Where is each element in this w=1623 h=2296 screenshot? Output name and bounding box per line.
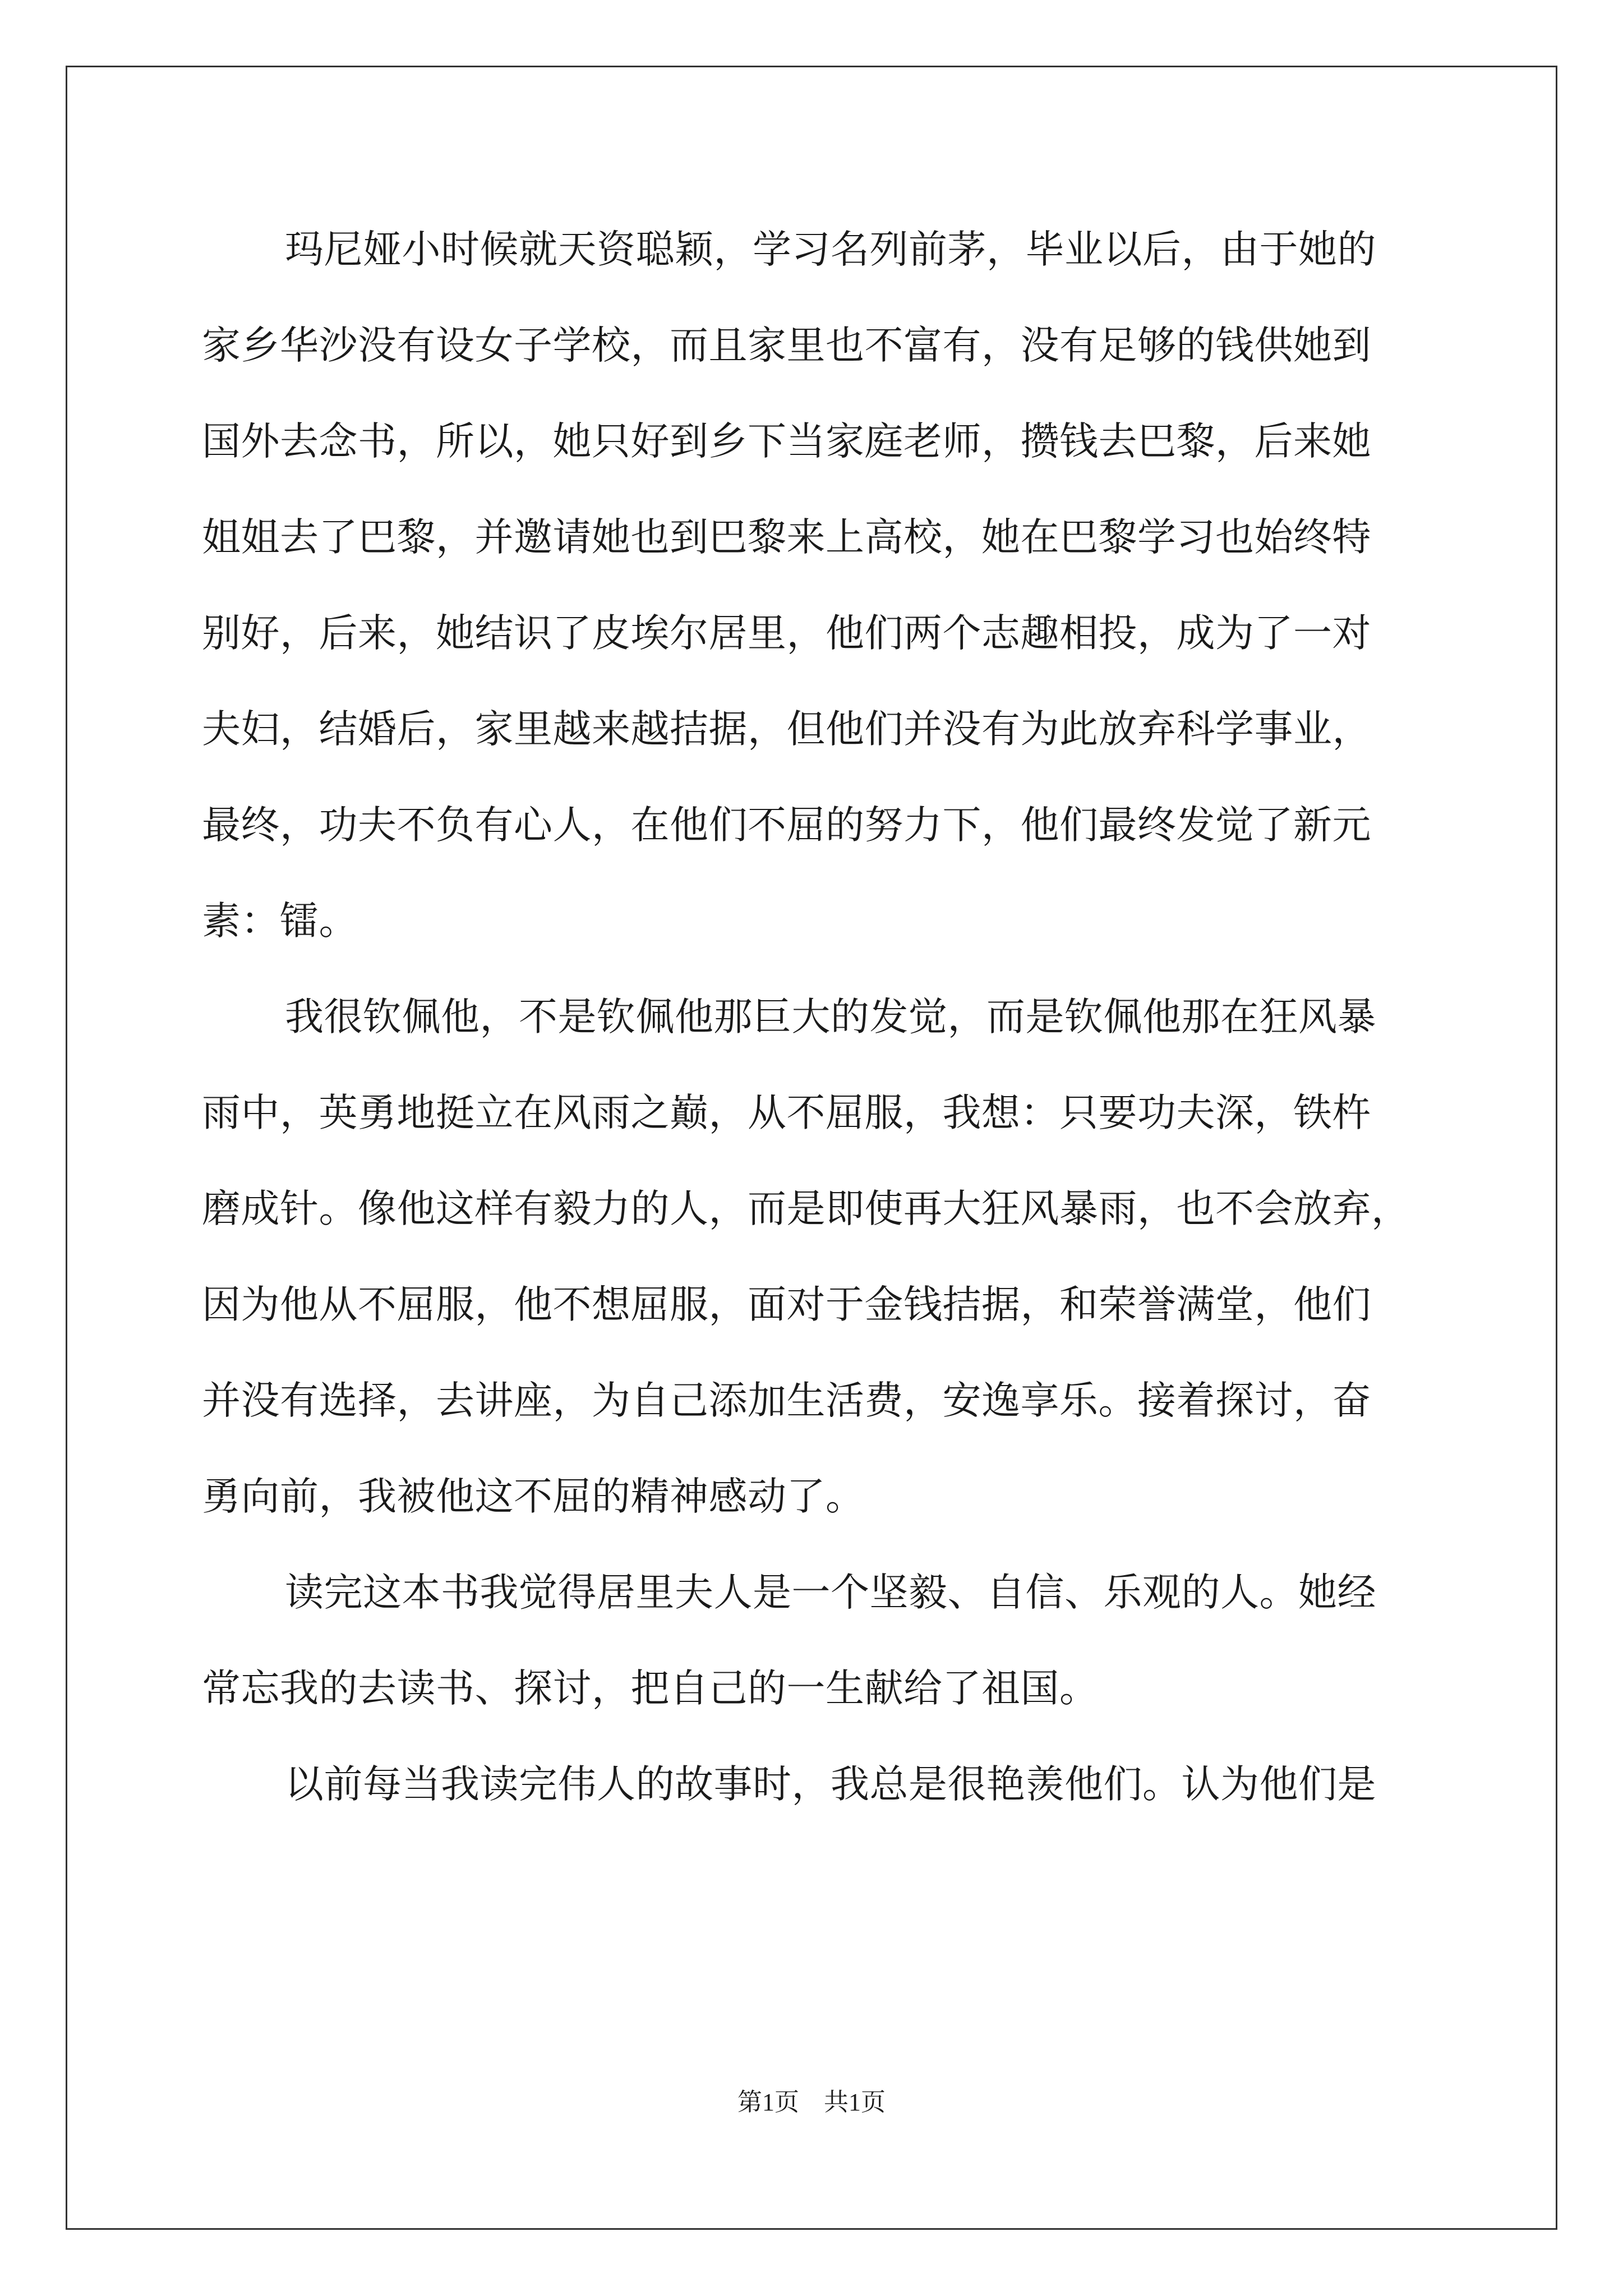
text-line: 并没有选择，去讲座，为自己添加生活费，安逸享乐。接着探讨，奋 (202, 1378, 1371, 1423)
text-line: 别好，后来，她结识了皮埃尔居里，他们两个志趣相投，成为了一对 (202, 611, 1371, 656)
paragraph-1 (202, 202, 1436, 969)
text-line: 玛尼娅小时候就天资聪颖，学习名列前茅，毕业以后，由于她的 (285, 227, 1376, 272)
text-line: 读完这本书我觉得居里夫人是一个坚毅、自信、乐观的人。她经 (285, 1570, 1376, 1615)
text-line: 国外去念书，所以，她只好到乡下当家庭老师，攒钱去巴黎，后来她 (202, 419, 1371, 464)
paragraph-2 (202, 969, 1436, 1545)
paragraph-3 (202, 1545, 1436, 1737)
text-line: 最终，功夫不负有心人，在他们不屈的努力下，他们最终发觉了新元 (202, 803, 1371, 848)
text-line: 雨中，英勇地挺立在风雨之巅，从不屈服，我想：只要功夫深，铁杵 (202, 1091, 1371, 1135)
text-line: 常忘我的去读书、探讨，把自己的一生献给了祖国。 (202, 1666, 1099, 1711)
text-line: 以前每当我读完伟人的故事时，我总是很艳羡他们。认为他们是 (285, 1762, 1376, 1807)
paragraph-4 (202, 1737, 1436, 1833)
page-number-footer: 第1页 共1页 (737, 2088, 886, 2116)
text-line: 因为他从不屈服，他不想屈服，面对于金钱拮据，和荣誉满堂，他们 (202, 1282, 1371, 1327)
document-body (202, 202, 1436, 1833)
text-line: 我很钦佩他，不是钦佩他那巨大的发觉，而是钦佩他那在狂风暴 (285, 995, 1376, 1039)
text-line: 夫妇，结婚后，家里越来越拮据，但他们并没有为此放弃科学事业， (202, 707, 1371, 752)
text-line: 家乡华沙没有设女子学校，而且家里也不富有，没有足够的钱供她到 (202, 323, 1371, 368)
text-line: 姐姐去了巴黎，并邀请她也到巴黎来上高校，她在巴黎学习也始终特 (202, 515, 1371, 560)
text-line: 素：镭。 (202, 899, 358, 944)
text-line: 磨成针。像他这样有毅力的人，而是即使再大狂风暴雨，也不会放弃， (202, 1186, 1410, 1231)
text-line: 勇向前，我被他这不屈的精神感动了。 (202, 1474, 865, 1519)
